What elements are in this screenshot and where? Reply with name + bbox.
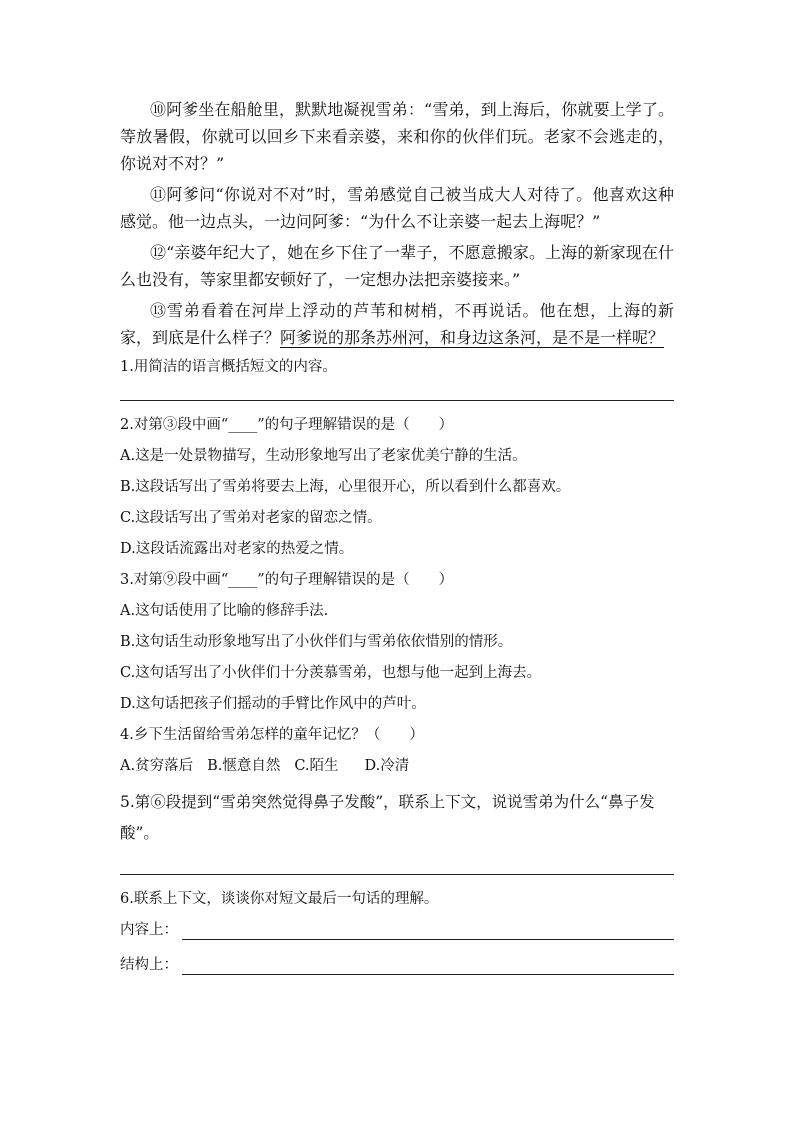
question-2-option-c[interactable]: C.这段话写出了雪弟对老家的留恋之情。 — [120, 510, 382, 526]
question-3-option-c[interactable]: C.这句话写出了小伙伴们十分羡慕雪弟，也想与他一起到上海去。 — [120, 665, 542, 681]
question-2-option-a[interactable]: A.这是一处景物描写，生动形象地写出了老家优美宁静的生活。 — [120, 448, 527, 464]
passage-paragraph-13-text: ⑬雪弟看着在河岸上浮动的芦苇和树梢，不再说话。他在想，上海的新家，到底是什么样子？ — [120, 301, 674, 347]
question-2-option-d[interactable]: D.这段话流露出对老家的热爱之情。 — [120, 541, 354, 557]
question-1-answer-line[interactable] — [120, 399, 674, 401]
question-3-option-a[interactable]: A.这句话使用了比喻的修辞手法. — [120, 603, 329, 619]
question-4-options — [120, 756, 674, 776]
question-6-content-row — [120, 920, 674, 940]
question-5-answer-line[interactable] — [120, 873, 674, 875]
question-6-structure-label: 结构上： — [120, 957, 178, 973]
question-6-content-label: 内容上： — [120, 922, 178, 938]
question-4-option-b[interactable]: B.惬意自然 — [207, 758, 281, 774]
question-1: 1.用简洁的语言概括短文的内容。 — [120, 359, 337, 375]
passage-paragraph-13-underlined: 阿爹说的那条苏州河，和身边这条河，是不是一样呢？ — [280, 328, 665, 347]
question-6-structure-answer-line[interactable] — [182, 959, 674, 975]
question-5: 5.第⑥段提到“雪弟突然觉得鼻子发酸”，联系上下文，说说雪弟为什么“鼻子发酸”。 — [120, 793, 655, 842]
question-6: 6.联系上下文，谈谈你对短文最后一句话的理解。 — [120, 891, 439, 907]
question-3-option-d[interactable]: D.这句话把孩子们摇动的手臂比作风中的芦叶。 — [120, 696, 426, 712]
question-3: 3.对第⑨段中画“____”的句子理解错误的是（ ） — [120, 572, 454, 588]
passage-paragraph-10: ⑩阿爹坐在船舱里，默默地凝视雪弟：“雪弟，到上海后，你就要上学了。等放暑假，你就可以回乡下来看亲婆，来和你的伙伴们玩。老家不会逃走的，你说对不对？” — [120, 100, 674, 173]
question-6-content-answer-line[interactable] — [182, 924, 674, 940]
question-6-structure-row — [120, 955, 674, 975]
question-4-option-a[interactable]: A.贫穷落后 — [120, 758, 194, 774]
passage-paragraph-13 — [120, 297, 674, 351]
passage-paragraph-11: ⑪阿爹问“你说对不对”时，雪弟感觉自己被当成大人对待了。他喜欢这种感觉。他一边点头，一边问阿爹：“为什么不让亲婆一起去上海呢？” — [120, 185, 674, 231]
question-4: 4.乡下生活留给雪弟怎样的童年记忆？（ ） — [120, 727, 424, 743]
question-4-option-c[interactable]: C.陌生 — [294, 758, 339, 774]
question-2: 2.对第③段中画“____”的句子理解错误的是（ ） — [120, 417, 454, 433]
passage-paragraph-12: ⑫“亲婆年纪大了，她在乡下住了一辈子，不愿意搬家。上海的新家现在什么也没有，等家里都安顿好了，一定想办法把亲婆接来。” — [120, 243, 674, 289]
question-4-option-d[interactable]: D.冷清 — [364, 758, 410, 774]
worksheet-page — [120, 96, 674, 975]
question-2-option-b[interactable]: B.这段话写出了雪弟将要去上海，心里很开心，所以看到什么都喜欢。 — [120, 479, 571, 495]
question-3-option-b[interactable]: B.这句话生动形象地写出了小伙伴们与雪弟依依惜别的情形。 — [120, 634, 513, 650]
